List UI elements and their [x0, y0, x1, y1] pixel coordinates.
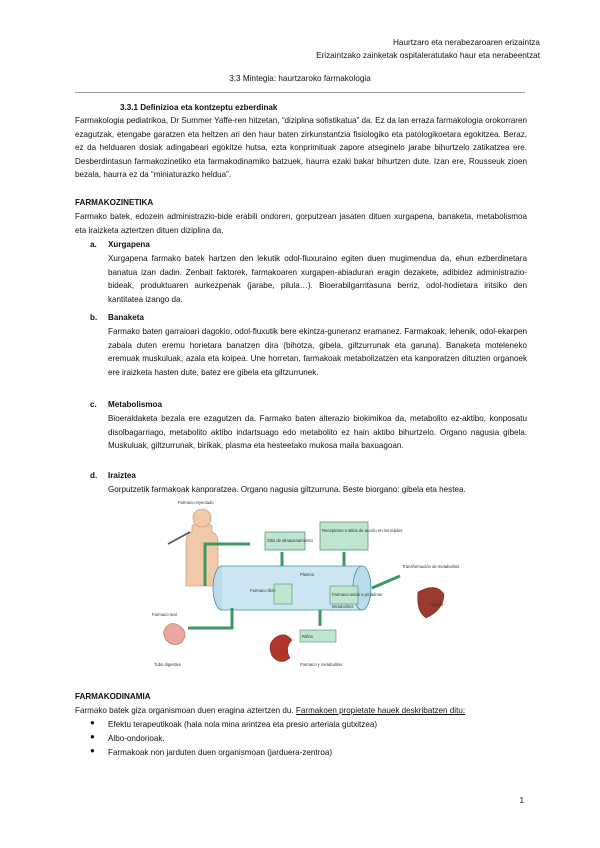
farmakodinamia-heading: FARMAKODINAMIA — [75, 692, 151, 701]
running-header-title: Haurtzaro eta nerabezaroaren erizaintza — [392, 38, 540, 47]
label-storage: Sitio de almacenamiento — [267, 538, 313, 543]
farmakodinamia-intro-text: Farmako batek giza organismoan duen eragina aztertzen du. — [75, 706, 296, 715]
label-receptor: Receptores o sitios de acción en los tejidos — [322, 528, 403, 533]
page-number: 1 — [519, 796, 524, 805]
label-oral: Farmaco oral — [152, 612, 177, 617]
pharmacokinetics-diagram — [150, 496, 460, 678]
label-liver: Hígado — [430, 602, 444, 607]
list-item-text: Xurgapena farmako batek hartzen den lekutik odol-fluxuraino egiten duen mugimendua da, ehun ezberdinetara banatua izan dadin. Zenbait faktorek, farmakoaren xurgapen-abiaduran eragin dezakete, adibidez administrazio-bideak, produktuaren aurkezpenak (jarabe, pilula…). Bioerabilgarritasuna berriz, odol-hodietara iritsiko den kantitatea izango da. — [108, 254, 527, 304]
label-free: Farmaco libre — [250, 588, 276, 593]
list-item-title: Iraiztea — [108, 471, 136, 480]
farmakodinamia-intro-underlined: Farmakoen propietate hauek deskribatzen ditu: — [295, 706, 466, 715]
label-kidney: Riñón — [302, 634, 313, 639]
patient-head-icon — [193, 509, 211, 527]
bullet-item: Farmakoak non jarduten duen organismoan (jarduera-zentroa) — [108, 748, 333, 757]
label-excreted: Farmaco y metabolitos — [300, 662, 343, 667]
list-item-text: Farmako baten garraioari dagokio, odol-fluxutik bere ekintza-guneranz eramanez. Farmakoak, lehenik, odol-ekarpen zabala duten eremu horietara banatzen dira (bihotza, gibela, giltzurrunak eta garuna). Banaketa moteleneko eremuak muskuluak, azala eta koipea. Une horretan, farmakoak metabolizatzen eta kanporatzen dituzten organoek ere iraizketa hasten dute, batez ere gibela eta giltzurrunek. — [108, 327, 527, 377]
list-marker: a. — [90, 240, 97, 249]
running-header-subtitle: Erizaintzako zainketak ospitaleratutako haur eta nerabeentzat — [316, 51, 540, 60]
label-bound: Farmaco unido a proteínas — [332, 592, 383, 597]
oral-arrow — [188, 608, 232, 628]
bullet-dot: ● — [90, 746, 95, 755]
farmakozinetika-intro: Farmako batek, edozein administrazio-bide erabili ondoren, gorputzean jasaten dituen xurgapena, banaketa, metabolismoa eta iraizketa aztertzen dituen diziplina da. — [75, 212, 527, 235]
bullet-item: Efektu terapeutikoak (hala nola mina arintzea eta presio arteriala gutxitzea) — [108, 720, 378, 729]
label-metabolites: Metabolitos — [332, 604, 354, 609]
list-item-title: Banaketa — [108, 313, 144, 322]
list-marker: b. — [90, 313, 98, 322]
list-item-title: Metabolismoa — [108, 400, 162, 409]
list-marker: d. — [90, 471, 98, 480]
list-item-title: Xurgapena — [108, 240, 150, 249]
bullet-item: Albo-ondorioak. — [108, 734, 165, 743]
bullet-dot: ● — [90, 732, 95, 741]
section-title: 3.3 Mintegia: haurtzaroko farmakologia — [229, 74, 371, 83]
farmakodinamia-intro — [75, 704, 465, 717]
patient-torso-icon — [186, 522, 218, 586]
label-plasma: Plasma — [300, 572, 314, 577]
kidney-icon — [270, 635, 292, 662]
bullet-dot: ● — [90, 718, 95, 727]
list-marker: c. — [90, 400, 97, 409]
header-divider — [75, 92, 525, 93]
receptor-box — [320, 522, 368, 550]
label-liver-target: Transformación de metabolitos — [402, 564, 460, 569]
list-item-text: Gorputzetik farmakoak kanporatzea. Organo nagusia giltzurruna. Beste biorgano: gibela eta hestea. — [108, 485, 466, 494]
list-item-text: Bioeraldaketa bezala ere ezagutzen da. Farmako baten alterazio biokimikoa da, metabolito ez-aktibo, konposatu disolbagarriago, metabolito aktibo indartsuago edo metabolito ez hain aktibo bihurtzelo. Organo nagusia gibela. Muskuluak, giltzurrunak, birikak, plasma eta hesteetako mukosa maila baxuagoan. — [108, 414, 527, 450]
farmakozinetika-heading: FARMAKOZINETIKA — [75, 198, 154, 207]
label-gut: Tubo digestivo — [154, 662, 182, 667]
label-injected: Farmaco inyectado — [178, 500, 214, 505]
gut-icon — [164, 624, 185, 645]
free-drug-box — [274, 584, 292, 604]
subsection-title: 3.3.1 Definizioa eta kontzeptu ezberdinak — [120, 103, 278, 112]
intro-paragraph: Farmakologia pediatrikoa, Dr Summer Yaffe-ren hitzetan, “diziplina sofistikatua” da. Ez da lan erraza farmakologia orokorraren ezagutzak, etengabe garatzen eta heltzen ari den haur baten zirkunstantzia fisiologiko eta patologikoetara egokitzea. Beraz, ez da helduaren dosiak adingabeari egokitze hutsa, ezta konprimituak zapore atseginelo jarabe bihurtzelo zatikatzea ere. Desberdintasun farmakozinetiko eta farmakodinamiko batzuek, haurra ezaki bakar bihurtzen dute. Izan ere, Rousseuk zioen bezala, haurra ez da “miniaturazko heldua”. — [75, 116, 527, 179]
to-liver-arrow — [372, 576, 400, 588]
